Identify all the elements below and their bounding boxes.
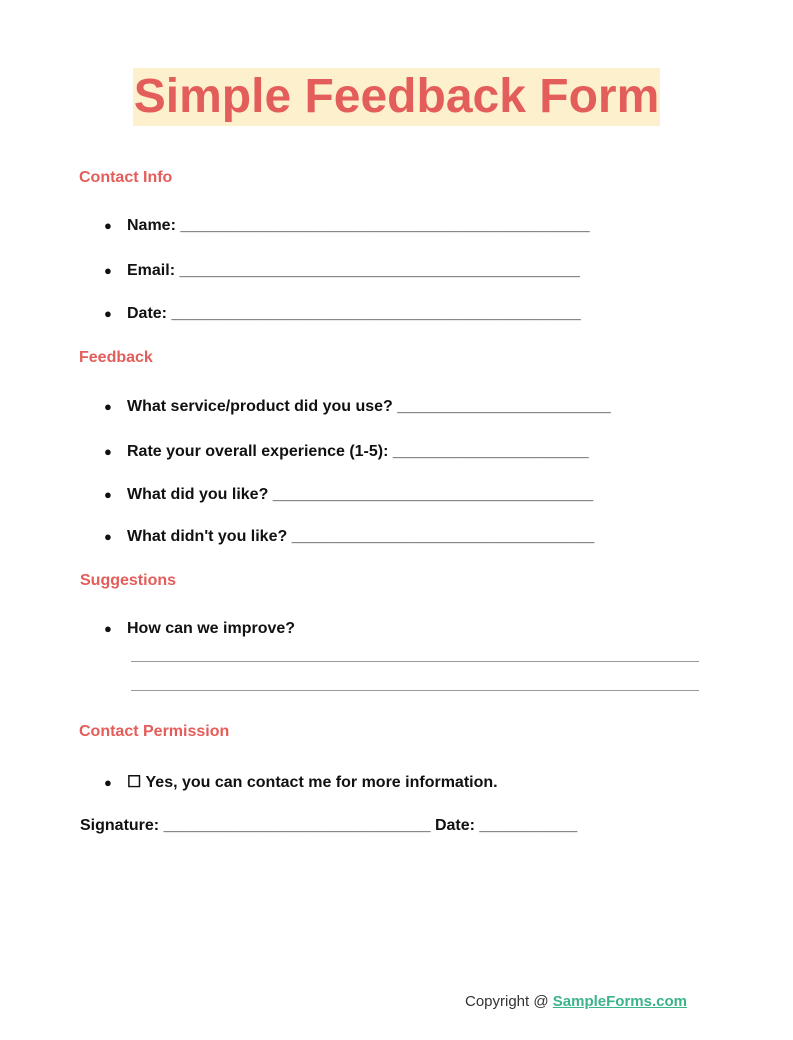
section-heading-contact-info: Contact Info: [79, 169, 173, 186]
suggestion-answer-line-2[interactable]: [131, 690, 699, 691]
list-item-email: [104, 262, 580, 280]
name-field[interactable]: Name: ______________________________________________: [127, 217, 590, 234]
list-item-date: [104, 305, 581, 323]
list-item-rating: [104, 443, 589, 461]
bullet-icon: ●: [104, 306, 112, 321]
list-item-name: [104, 217, 590, 235]
bullet-icon: ●: [104, 399, 112, 414]
suggestion-answer-line-1[interactable]: [131, 661, 699, 662]
permission-checkbox[interactable]: ☐ Yes, you can contact me for more information.: [127, 774, 498, 791]
service-used-field[interactable]: What service/product did you use? ________________________: [127, 398, 611, 415]
improve-question: How can we improve?: [127, 620, 296, 637]
bullet-icon: ●: [104, 529, 112, 544]
brand-link[interactable]: SampleForms.com: [552, 993, 687, 1010]
section-heading-contact-permission: Contact Permission: [79, 723, 230, 740]
rating-field[interactable]: Rate your overall experience (1-5): ______________________: [127, 443, 589, 460]
signature-date-line[interactable]: Signature: ______________________________ Date: ___________: [80, 817, 578, 834]
bullet-icon: ●: [104, 621, 112, 636]
list-item-service: [104, 398, 611, 416]
copyright-text: Copyright @: [465, 993, 553, 1010]
page-title: Simple Feedback Form: [133, 68, 661, 126]
bullet-icon: ●: [104, 444, 112, 459]
liked-field[interactable]: What did you like? ____________________________________: [127, 486, 594, 503]
bullet-icon: ●: [104, 218, 112, 233]
section-heading-suggestions: Suggestions: [80, 572, 177, 589]
email-field[interactable]: Email: _____________________________________________: [127, 262, 580, 279]
disliked-field[interactable]: What didn't you like? __________________________________: [127, 528, 595, 545]
list-item-improve: [104, 620, 295, 638]
bullet-icon: ●: [104, 775, 112, 790]
bullet-icon: ●: [104, 487, 112, 502]
bullet-icon: ●: [104, 263, 112, 278]
date-field[interactable]: Date: ______________________________________________: [127, 305, 581, 322]
section-heading-feedback: Feedback: [79, 349, 153, 366]
footer-copyright: [465, 993, 687, 1010]
title-container: [0, 68, 793, 126]
list-item-permission: [104, 772, 498, 792]
list-item-disliked: [104, 528, 594, 546]
list-item-liked: [104, 486, 593, 504]
